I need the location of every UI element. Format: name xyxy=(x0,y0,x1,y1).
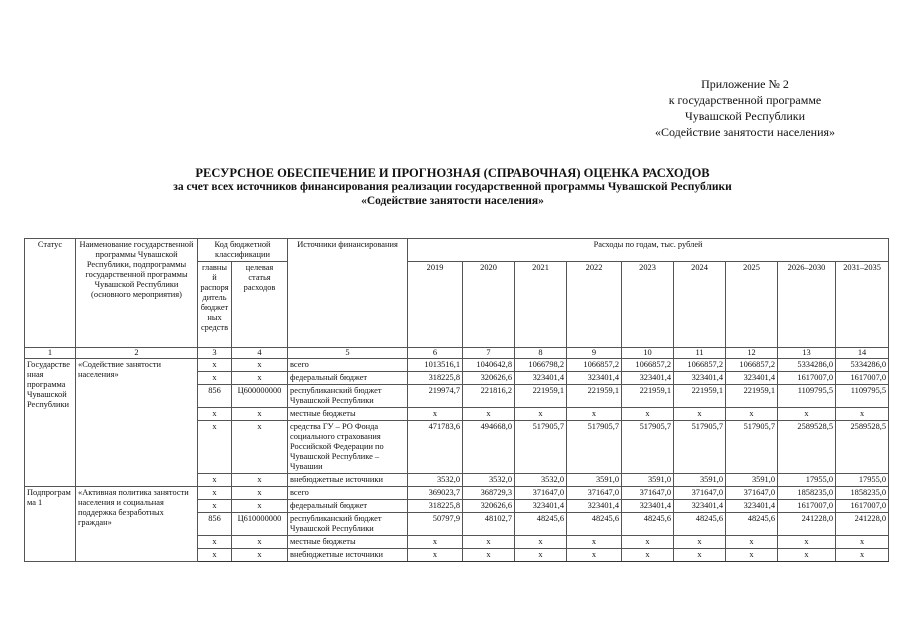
header-year: 2031–2035 xyxy=(836,262,889,348)
row-value: x xyxy=(463,408,515,421)
row-value: x xyxy=(778,549,836,562)
header-grbs: главный распорядитель бюджетных средств xyxy=(198,262,232,348)
row-value: 494668,0 xyxy=(463,421,515,474)
row-target-code: x xyxy=(232,487,288,500)
table-row xyxy=(25,487,889,500)
row-value: x xyxy=(674,536,726,549)
title-line-1: РЕСУРСНОЕ ОБЕСПЕЧЕНИЕ И ПРОГНОЗНАЯ (СПРАВОЧНАЯ) ОЦЕНКА РАСХОДОВ xyxy=(195,166,710,180)
row-value: 1617007,0 xyxy=(778,372,836,385)
row-target-code: x xyxy=(232,549,288,562)
col-number: 13 xyxy=(778,348,836,359)
row-value: 371647,0 xyxy=(622,487,674,500)
row-value: 50797,9 xyxy=(408,513,463,536)
row-value: x xyxy=(622,536,674,549)
table-body xyxy=(25,359,889,562)
row-funding-source: внебюджетные источники xyxy=(288,474,408,487)
row-value: 320626,6 xyxy=(463,500,515,513)
appendix-line: Чувашской Республики xyxy=(684,109,806,123)
row-value: 1617007,0 xyxy=(836,372,889,385)
resource-table xyxy=(24,238,889,562)
row-value: 241228,0 xyxy=(778,513,836,536)
row-value: 371647,0 xyxy=(515,487,567,500)
row-value: 1066798,2 xyxy=(515,359,567,372)
row-value: 48245,6 xyxy=(726,513,778,536)
row-value: 17955,0 xyxy=(778,474,836,487)
row-value: 48245,6 xyxy=(622,513,674,536)
row-value: x xyxy=(463,536,515,549)
row-value: x xyxy=(674,408,726,421)
row-value: 471783,6 xyxy=(408,421,463,474)
row-value: 323401,4 xyxy=(515,500,567,513)
header-year: 2025 xyxy=(726,262,778,348)
col-number: 7 xyxy=(463,348,515,359)
row-value: 318225,8 xyxy=(408,500,463,513)
appendix-line: «Содействие занятости населения» xyxy=(654,125,836,139)
row-funding-source: местные бюджеты xyxy=(288,408,408,421)
row-value: x xyxy=(408,549,463,562)
appendix-line: к государственной программе xyxy=(668,93,822,107)
title-line-3: «Содействие занятости населения» xyxy=(361,195,544,207)
row-grbs-code: x xyxy=(198,372,232,385)
row-value: x xyxy=(408,536,463,549)
row-value: 48245,6 xyxy=(674,513,726,536)
row-value: 371647,0 xyxy=(567,487,622,500)
row-value: 517905,7 xyxy=(622,421,674,474)
row-value: 1109795,5 xyxy=(778,385,836,408)
row-value: 221816,2 xyxy=(463,385,515,408)
row-value: 323401,4 xyxy=(674,372,726,385)
header-year: 2019 xyxy=(408,262,463,348)
col-number: 6 xyxy=(408,348,463,359)
header-year: 2023 xyxy=(622,262,674,348)
document-title xyxy=(0,166,905,208)
row-value: 221959,1 xyxy=(567,385,622,408)
row-target-code: x xyxy=(232,474,288,487)
row-funding-source: средства ГУ – РО Фонда социального страхования Российской Федерации по Чувашской Республике – Чувашии xyxy=(288,421,408,474)
row-value: x xyxy=(567,536,622,549)
row-value: x xyxy=(567,549,622,562)
row-value: 221959,1 xyxy=(726,385,778,408)
row-value: 371647,0 xyxy=(674,487,726,500)
row-value: 323401,4 xyxy=(622,500,674,513)
row-value: 1013516,1 xyxy=(408,359,463,372)
row-value: 1066857,2 xyxy=(726,359,778,372)
row-grbs-code: x xyxy=(198,487,232,500)
row-value: 5334286,0 xyxy=(778,359,836,372)
row-value: 1066857,2 xyxy=(567,359,622,372)
header-status: Статус xyxy=(25,239,76,348)
row-grbs-code: x xyxy=(198,474,232,487)
row-value: x xyxy=(515,549,567,562)
header-name: Наименование государственной программы Чувашской Республики, подпрограммы государственной программы Чувашской Республики (основного мероприятия) xyxy=(76,239,198,348)
row-target-code: Ц610000000 xyxy=(232,513,288,536)
row-value: 323401,4 xyxy=(674,500,726,513)
row-grbs-code: x xyxy=(198,536,232,549)
row-value: 517905,7 xyxy=(674,421,726,474)
row-grbs-code: x xyxy=(198,500,232,513)
row-value: x xyxy=(674,549,726,562)
row-grbs-code: x xyxy=(198,408,232,421)
row-target-code: x xyxy=(232,421,288,474)
header-year: 2020 xyxy=(463,262,515,348)
row-grbs-code: 856 xyxy=(198,385,232,408)
row-value: 1858235,0 xyxy=(778,487,836,500)
row-value: 2589528,5 xyxy=(778,421,836,474)
row-value: 3532,0 xyxy=(463,474,515,487)
row-value: 221959,1 xyxy=(515,385,567,408)
row-value: x xyxy=(726,536,778,549)
row-value: 323401,4 xyxy=(567,372,622,385)
row-funding-source: внебюджетные источники xyxy=(288,549,408,562)
row-value: 318225,8 xyxy=(408,372,463,385)
row-value: 241228,0 xyxy=(836,513,889,536)
row-value: 1066857,2 xyxy=(674,359,726,372)
row-value: 517905,7 xyxy=(726,421,778,474)
row-value: x xyxy=(622,549,674,562)
row-value: 48245,6 xyxy=(515,513,567,536)
row-funding-source: республиканский бюджет Чувашской Республики xyxy=(288,513,408,536)
row-value: 3532,0 xyxy=(515,474,567,487)
row-value: 1858235,0 xyxy=(836,487,889,500)
row-value: 17955,0 xyxy=(836,474,889,487)
row-target-code: x xyxy=(232,500,288,513)
row-value: x xyxy=(408,408,463,421)
header-expenses: Расходы по годам, тыс. рублей xyxy=(408,239,889,262)
header-budget-code: Код бюджетной классификации xyxy=(198,239,288,262)
row-funding-source: федеральный бюджет xyxy=(288,372,408,385)
header-target: целевая статья расходов xyxy=(232,262,288,348)
row-target-code: x xyxy=(232,408,288,421)
row-funding-source: федеральный бюджет xyxy=(288,500,408,513)
row-value: 2589528,5 xyxy=(836,421,889,474)
row-value: 1617007,0 xyxy=(778,500,836,513)
col-number: 3 xyxy=(198,348,232,359)
row-value: x xyxy=(836,536,889,549)
title-line-2: за счет всех источников финансирования реализации государственной программы Чувашской Республики xyxy=(173,181,732,193)
col-number: 5 xyxy=(288,348,408,359)
table-row xyxy=(25,359,889,372)
col-number: 4 xyxy=(232,348,288,359)
row-value: x xyxy=(726,549,778,562)
row-value: 1617007,0 xyxy=(836,500,889,513)
row-value: 48102,7 xyxy=(463,513,515,536)
row-value: x xyxy=(515,536,567,549)
row-value: 320626,6 xyxy=(463,372,515,385)
header-sources: Источники финансирования xyxy=(288,239,408,348)
row-program-name: «Содействие занятости населения» xyxy=(76,359,198,487)
header-year: 2021 xyxy=(515,262,567,348)
row-grbs-code: x xyxy=(198,421,232,474)
header-year: 2022 xyxy=(567,262,622,348)
col-number: 2 xyxy=(76,348,198,359)
row-value: x xyxy=(622,408,674,421)
row-value: 1066857,2 xyxy=(622,359,674,372)
row-value: x xyxy=(836,549,889,562)
row-funding-source: местные бюджеты xyxy=(288,536,408,549)
row-value: x xyxy=(567,408,622,421)
header-year: 2024 xyxy=(674,262,726,348)
row-value: x xyxy=(778,408,836,421)
row-value: 3591,0 xyxy=(674,474,726,487)
row-value: 323401,4 xyxy=(515,372,567,385)
row-value: 371647,0 xyxy=(726,487,778,500)
row-value: x xyxy=(726,408,778,421)
row-funding-source: республиканский бюджет Чувашской Республики xyxy=(288,385,408,408)
row-grbs-code: x xyxy=(198,549,232,562)
header-year: 2026–2030 xyxy=(778,262,836,348)
appendix-block xyxy=(620,76,870,140)
row-value: 368729,3 xyxy=(463,487,515,500)
row-grbs-code: x xyxy=(198,359,232,372)
row-value: x xyxy=(463,549,515,562)
row-value: 3591,0 xyxy=(622,474,674,487)
row-grbs-code: 856 xyxy=(198,513,232,536)
col-number: 14 xyxy=(836,348,889,359)
row-value: x xyxy=(836,408,889,421)
row-target-code: x xyxy=(232,372,288,385)
row-target-code: Ц600000000 xyxy=(232,385,288,408)
row-value: 517905,7 xyxy=(567,421,622,474)
col-number: 9 xyxy=(567,348,622,359)
row-value: 3591,0 xyxy=(567,474,622,487)
row-status: Подпрограмма 1 xyxy=(25,487,76,562)
row-value: 1040642,8 xyxy=(463,359,515,372)
row-value: 221959,1 xyxy=(622,385,674,408)
row-value: 323401,4 xyxy=(726,500,778,513)
row-value: 323401,4 xyxy=(726,372,778,385)
row-status: Государственная программа Чувашской Республики xyxy=(25,359,76,487)
row-value: 323401,4 xyxy=(567,500,622,513)
row-value: 3591,0 xyxy=(726,474,778,487)
row-value: 1109795,5 xyxy=(836,385,889,408)
row-value: 219974,7 xyxy=(408,385,463,408)
col-number: 10 xyxy=(622,348,674,359)
row-value: 517905,7 xyxy=(515,421,567,474)
row-value: 48245,6 xyxy=(567,513,622,536)
row-value: x xyxy=(778,536,836,549)
row-value: 5334286,0 xyxy=(836,359,889,372)
row-value: 369023,7 xyxy=(408,487,463,500)
row-funding-source: всего xyxy=(288,359,408,372)
col-number: 1 xyxy=(25,348,76,359)
col-number: 12 xyxy=(726,348,778,359)
row-target-code: x xyxy=(232,359,288,372)
row-value: x xyxy=(515,408,567,421)
row-program-name: «Активная политика занятости населения и социальная поддержка безработных граждан» xyxy=(76,487,198,562)
appendix-line: Приложение № 2 xyxy=(701,77,789,91)
col-number: 8 xyxy=(515,348,567,359)
row-value: 323401,4 xyxy=(622,372,674,385)
row-value: 221959,1 xyxy=(674,385,726,408)
table-head xyxy=(25,239,889,359)
row-target-code: x xyxy=(232,536,288,549)
row-value: 3532,0 xyxy=(408,474,463,487)
column-number-row xyxy=(25,348,889,359)
row-funding-source: всего xyxy=(288,487,408,500)
col-number: 11 xyxy=(674,348,726,359)
